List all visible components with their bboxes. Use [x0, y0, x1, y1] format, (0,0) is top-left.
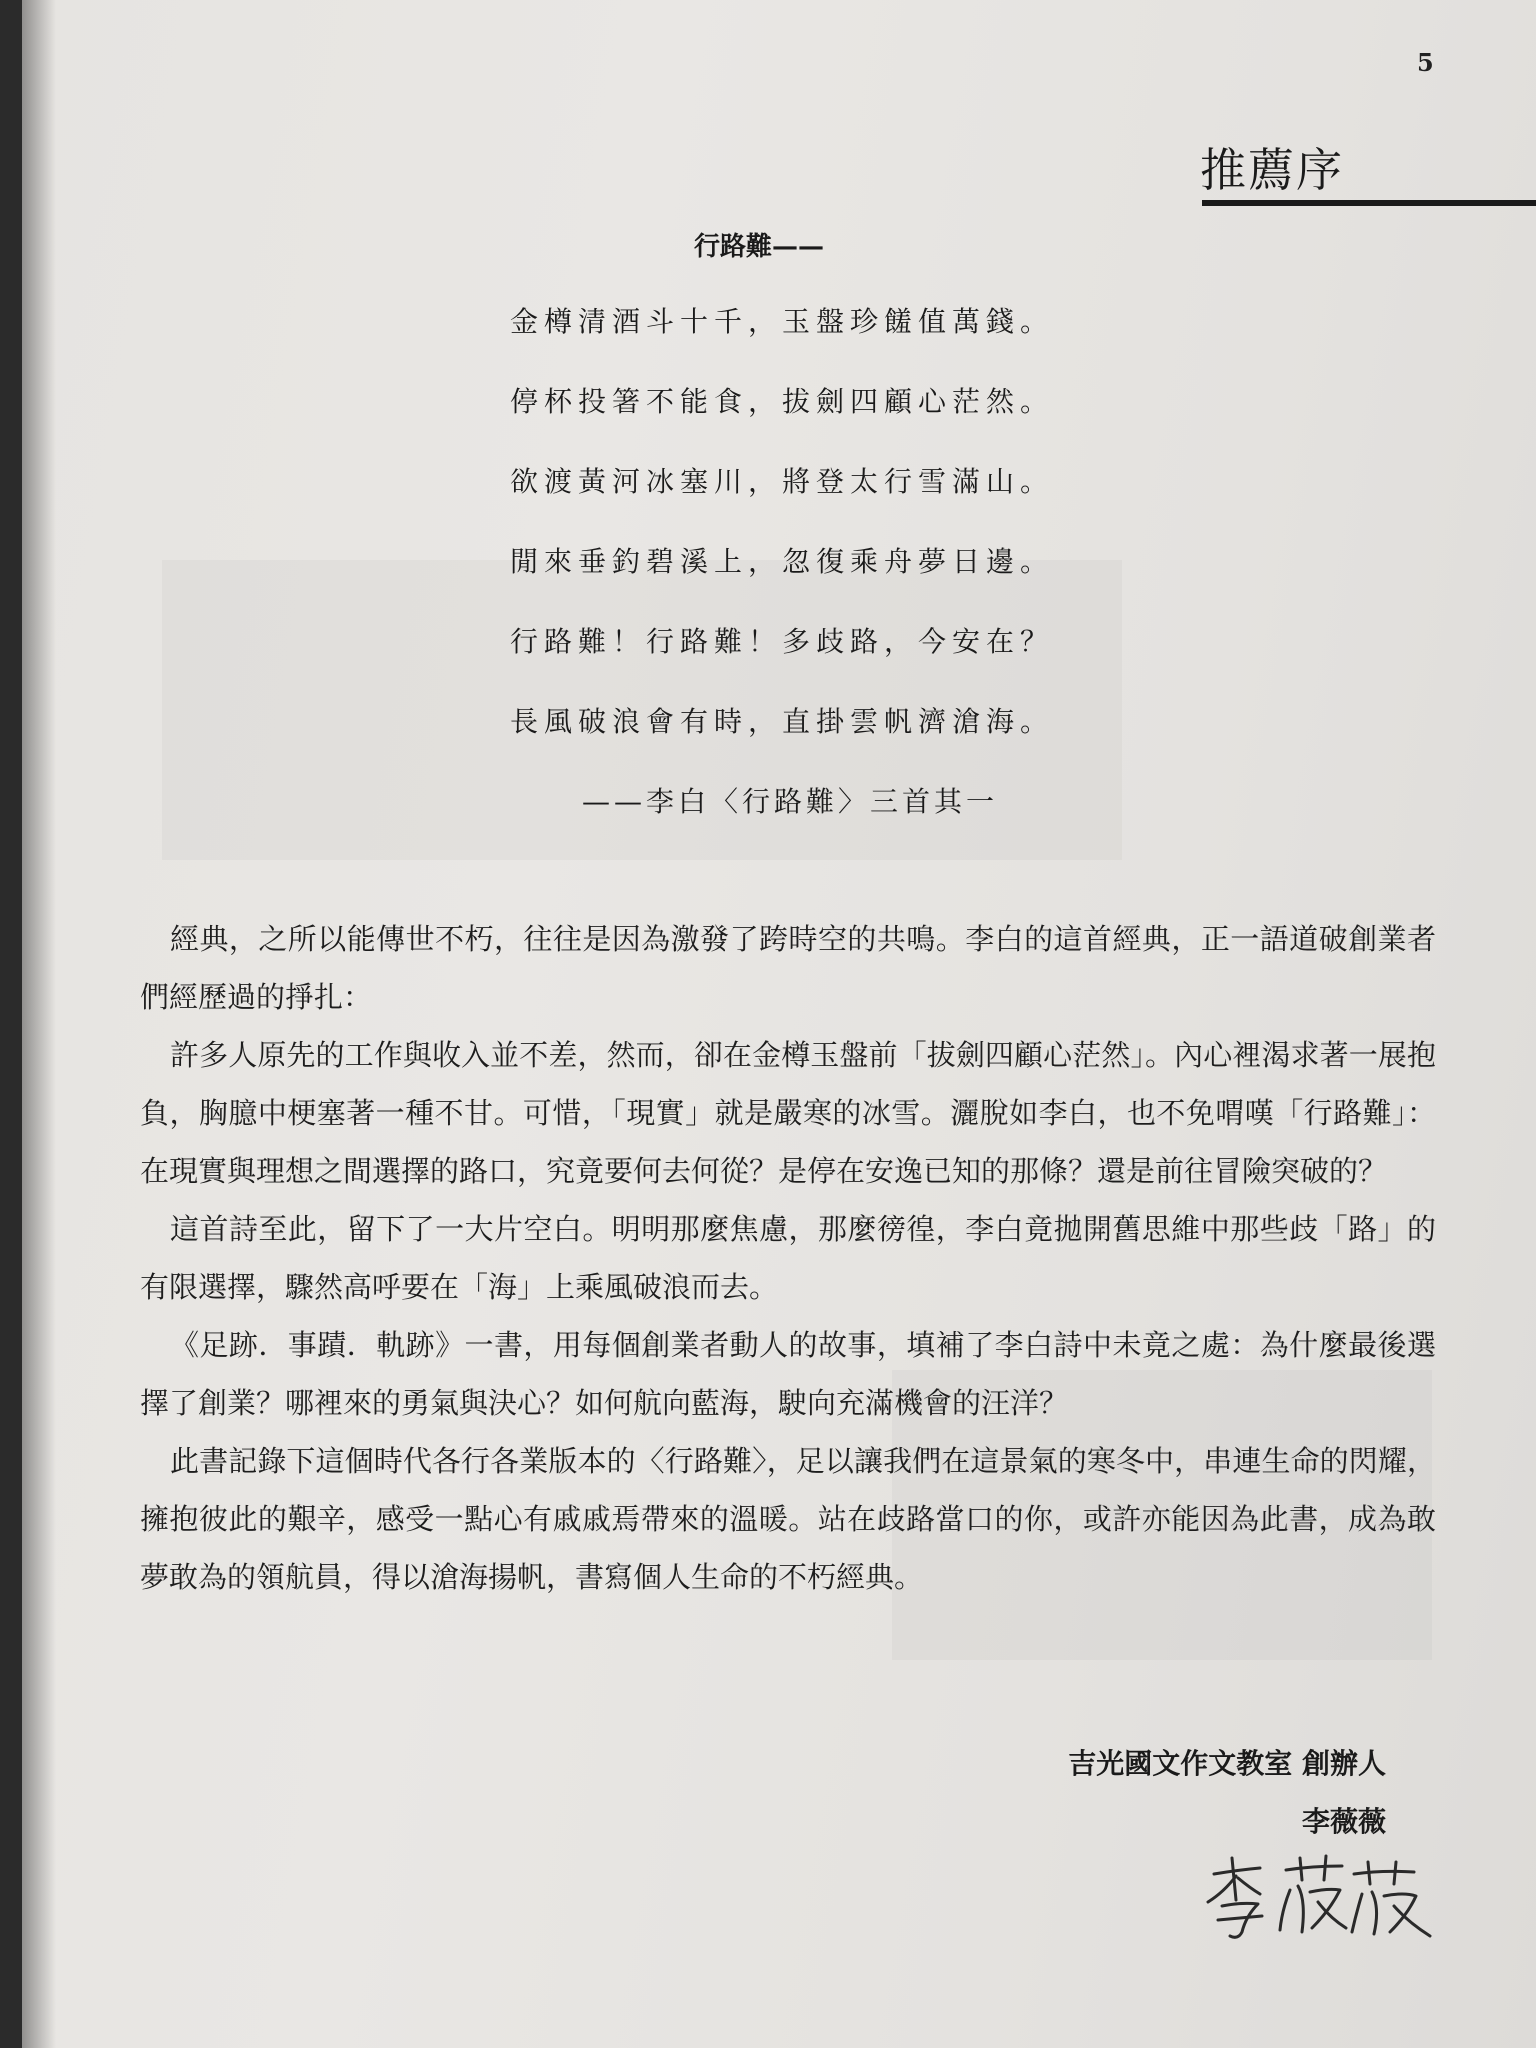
handwritten-signature: [1202, 1840, 1442, 1950]
spine-shadow: [22, 0, 56, 2048]
essay-paragraph: 這首詩至此，留下了一大片空白。明明那麼焦慮，那麼徬徨，李白竟拋開舊思維中那些歧「路」的有限選擇，驟然高呼要在「海」上乘風破浪而去。: [140, 1212, 1436, 1304]
signature-organization: 吉光國文作文教室 創辦人: [1068, 1747, 1386, 1780]
essay-paragraph: 許多人原先的工作與收入並不差，然而，卻在金樽玉盤前「拔劍四顧心茫然」。內心裡渴求著一展抱負，胸臆中梗塞著一種不甘。可惜，「現實」就是嚴寒的冰雪。灑脫如李白，也不免喟嘆「行路難」：在現實與理想之間選擇的路口，究竟要何去何從？是停在安逸已知的那條？還是前往冒險突破的？: [140, 1038, 1436, 1188]
essay-paragraph: 此書記錄下這個時代各行各業版本的〈行路難〉，足以讓我們在這景氣的寒冬中，串連生命的閃耀，擁抱彼此的艱辛，感受一點心有戚戚焉帶來的溫暖。站在歧路當口的你，或許亦能因為此書，成為敢夢敢為的領航員，得以滄海揚帆，書寫個人生命的不朽經典。: [140, 1444, 1436, 1594]
page-number: 5: [1417, 48, 1434, 77]
essay-paragraph: 《足跡．事蹟．軌跡》一書，用每個創業者動人的故事，填補了李白詩中未竟之處：為什麼最後選擇了創業？哪裡來的勇氣與決心？如何航向藍海，駛向充滿機會的汪洋？: [140, 1328, 1436, 1420]
poem-attribution: ——李白〈行路難〉三首其一: [582, 785, 999, 818]
poem-line: 行路難！行路難！多歧路，今安在？: [510, 625, 1055, 658]
essay-body: [140, 910, 1436, 1606]
poem-line: 閒來垂釣碧溪上，忽復乘舟夢日邊。: [510, 545, 1055, 578]
section-title-rule: [1202, 200, 1536, 206]
poem-line: 欲渡黃河冰塞川，將登太行雪滿山。: [510, 465, 1055, 498]
poem-line: 停杯投箸不能食，拔劍四顧心茫然。: [510, 385, 1055, 418]
book-page: [22, 0, 1536, 2048]
poem-line: 長風破浪會有時，直掛雲帆濟滄海。: [510, 705, 1055, 738]
poem-title: 行路難——: [694, 232, 825, 262]
poem-line: 金樽清酒斗十千，玉盤珍饈值萬錢。: [510, 305, 1055, 338]
section-title: 推薦序: [1200, 143, 1344, 197]
signature-name: 李薇薇: [1301, 1805, 1386, 1838]
essay-paragraph: 經典，之所以能傳世不朽，往往是因為激發了跨時空的共鳴。李白的這首經典，正一語道破創業者們經歷過的掙扎：: [140, 922, 1436, 1014]
